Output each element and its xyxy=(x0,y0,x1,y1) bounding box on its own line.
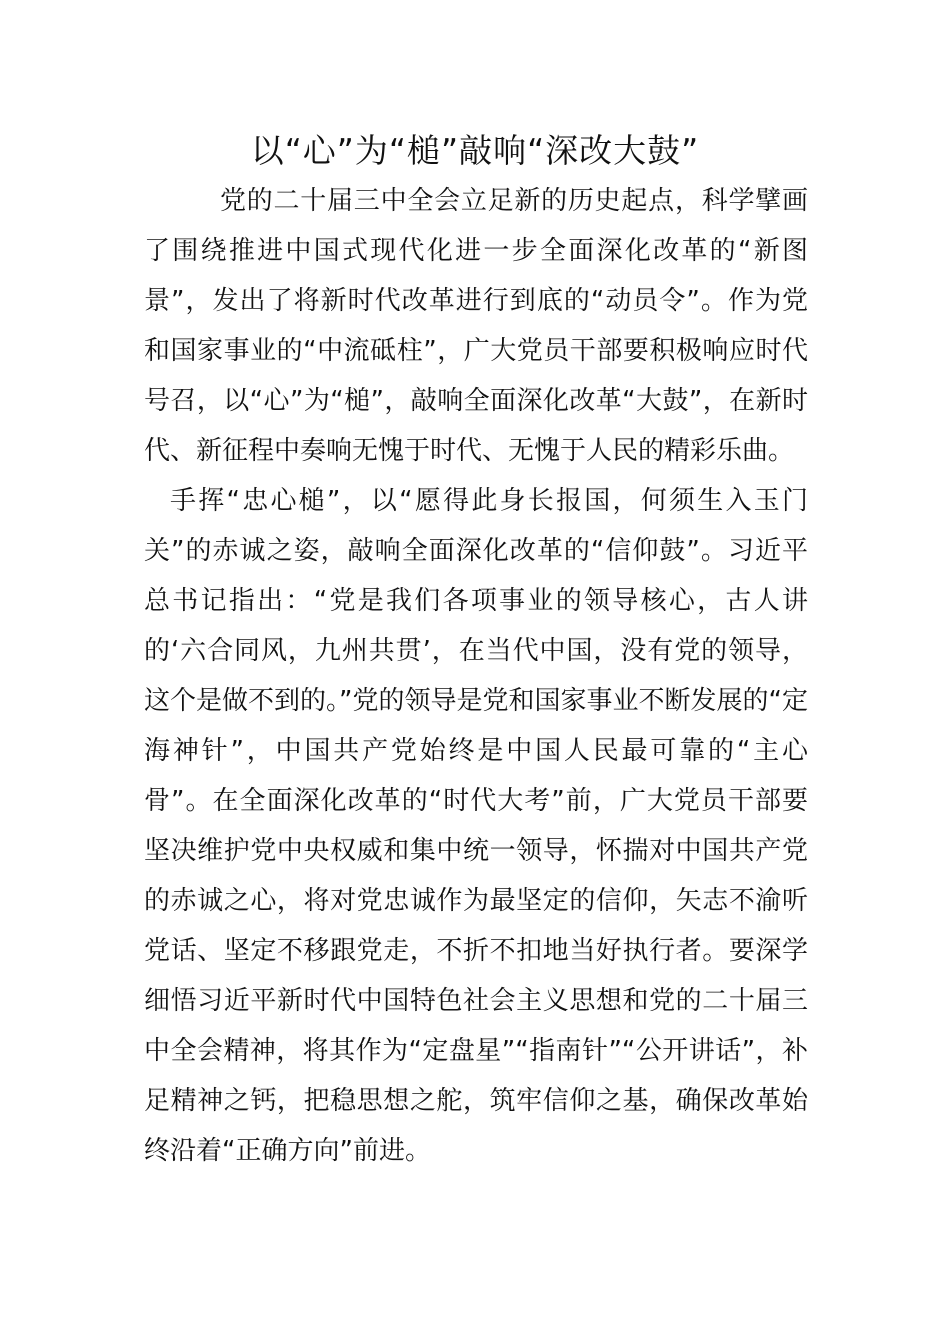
paragraph-loyalty: 手挥“忠心槌”，以“愿得此身长报国，何须生入玉门关”的赤诚之姿，敲响全面深化改革的“信仰鼓”。习近平总书记指出：“党是我们各项事业的领导核心，古人讲的‘六合同风，九州共贯’，在当代中国，没有党的领导，这个是做不到的。”党的领导是党和国家事业不断发展的“定海神针”，中国共产党始终是中国人民最可靠的“主心骨”。在全面深化改革的“时代大考”前，广大党员干部要坚决维护党中央权威和集中统一领导，怀揣对中国共产党的赤诚之心，将对党忠诚作为最坚定的信仰，矢志不渝听党话、坚定不移跟党走，不折不扣地当好执行者。要深学细悟习近平新时代中国特色社会主义思想和党的二十届三中全会精神，将其作为“定盘星”“指南针”“公开讲话”，补足精神之钙，把稳思想之舵，筑牢信仰之基，确保改革始终沿着“正确方向”前进。 xyxy=(144,486,808,1166)
document-title: 以“心”为“槌”敲响“深改大鼓” xyxy=(250,131,700,170)
document-body xyxy=(144,176,808,1176)
paragraph-intro: 党的二十届三中全会立足新的历史起点，科学擘画了围绕推进中国式现代化进一步全面深化改革的“新图景”，发出了将新时代改革进行到底的“动员令”。作为党和国家事业的“中流砥柱”，广大党员干部要积极响应时代号召，以“心”为“槌”，敲响全面深化改革“大鼓”，在新时代、新征程中奏响无愧于时代、无愧于人民的精彩乐曲。 xyxy=(144,186,808,466)
